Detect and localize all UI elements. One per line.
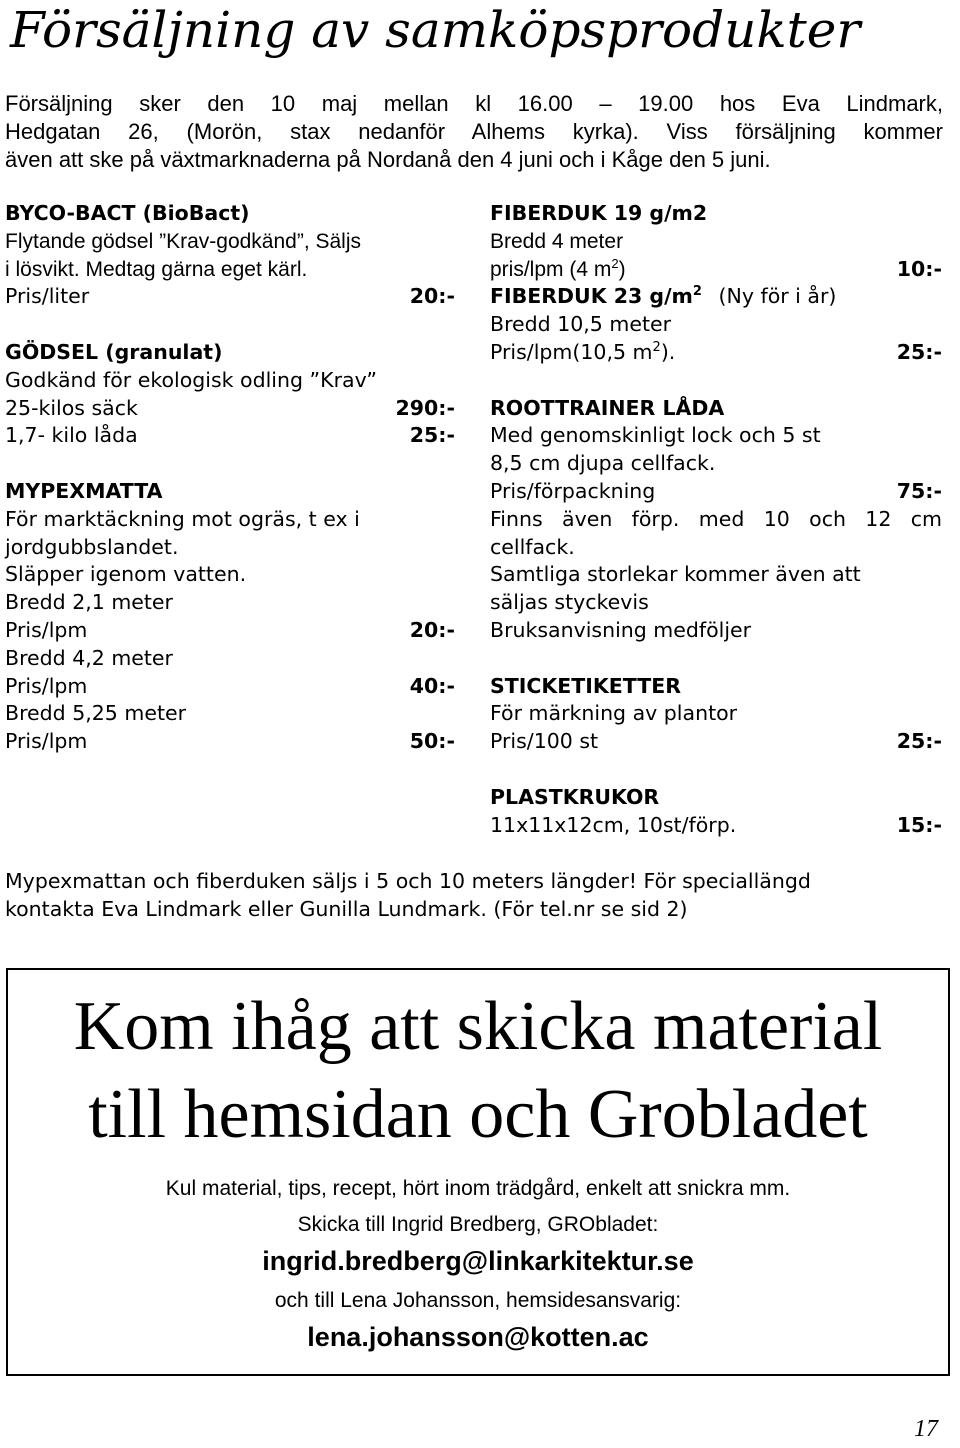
email-link[interactable]: ingrid.bredberg@linkarkitektur.se bbox=[262, 1246, 694, 1276]
mypex-price-row bbox=[5, 673, 455, 701]
fiber23-width: Bredd 10,5 meter bbox=[490, 312, 672, 337]
page-number: 17 bbox=[914, 1416, 938, 1442]
sticketiketter-desc: För märkning av plantor bbox=[490, 701, 738, 726]
email-link[interactable]: lena.johansson@kotten.ac bbox=[307, 1322, 649, 1352]
mypex-price-row bbox=[5, 728, 455, 756]
intro-line: Försäljning sker den 10 maj mellan kl 16.00 – 19.00 hos Eva Lindmark, bbox=[5, 91, 943, 116]
price-value: 15:- bbox=[896, 812, 942, 837]
price-value: 290:- bbox=[395, 395, 455, 420]
price-label: 25-kilos säck bbox=[5, 395, 138, 420]
footnote bbox=[5, 867, 945, 923]
fiber19-width: Bredd 4 meter bbox=[490, 229, 624, 253]
godsel-price-row bbox=[5, 395, 455, 423]
intro-line: Hedgatan 26, (Morön, stax nedanför Alhems kyrka). Viss försäljning kommer bbox=[5, 119, 943, 144]
plastkrukor-heading: PLASTKRUKOR bbox=[490, 784, 660, 809]
mypex-heading: MYPEXMATTA bbox=[5, 478, 163, 503]
price-label: Pris/lpm bbox=[5, 729, 88, 754]
roottrainer-extra: Finns även förp. med 10 och 12 cm bbox=[490, 506, 942, 531]
roottrainer-desc: Med genomskinligt lock och 5 st bbox=[490, 423, 821, 448]
reminder-headline: till hemsidan och Grobladet bbox=[88, 1076, 868, 1153]
mypex-desc: För marktäckning mot ogräs, t ex i bbox=[5, 506, 360, 531]
price-label: Pris/lpm bbox=[5, 617, 88, 642]
price-label: Pris/100 st bbox=[490, 729, 599, 754]
mypex-width: Bredd 4,2 meter bbox=[5, 645, 173, 670]
godsel-heading: GÖDSEL (granulat) bbox=[5, 339, 223, 364]
fiber23-heading-row: FIBERDUK 23 $g/m^2$ (Ny för i år) bbox=[490, 284, 837, 309]
mypex-width: Bredd 2,1 meter bbox=[5, 590, 173, 615]
sticketiketter-price-row bbox=[490, 728, 942, 756]
intro-paragraph bbox=[5, 90, 943, 174]
price-label: pris/lpm (4 $m^2$) bbox=[490, 255, 626, 281]
price-label: 11x11x12cm, 10st/förp. bbox=[490, 812, 737, 837]
roottrainer-extra: cellfack. bbox=[490, 534, 575, 559]
roottrainer-extra: säljas styckevis bbox=[490, 590, 649, 615]
page-title: Försäljning av samköpsprodukter bbox=[10, 1, 861, 59]
reminder-box bbox=[6, 968, 950, 1376]
price-label: Pris/liter bbox=[5, 284, 90, 309]
plastkrukor-price-row bbox=[490, 812, 942, 840]
price-label: Pris/lpm bbox=[5, 673, 88, 698]
fiber19-price-row bbox=[490, 256, 942, 284]
reminder-text: Kul material, tips, recept, hört inom trädgård, enkelt att snickra mm. bbox=[165, 1177, 791, 1200]
price-value: 25:- bbox=[896, 339, 942, 364]
price-value: 50:- bbox=[409, 729, 455, 754]
godsel-price-row bbox=[5, 422, 455, 450]
price-value: 25:- bbox=[896, 729, 942, 754]
fiber23-price-row bbox=[490, 339, 942, 367]
mypex-desc: Släpper igenom vatten. bbox=[5, 562, 247, 587]
roottrainer-extra: Bruksanvisning medföljer bbox=[490, 617, 752, 642]
roottrainer-extra: Samtliga storlekar kommer även att bbox=[490, 562, 861, 587]
mypex-width: Bredd 5,25 meter bbox=[5, 701, 187, 726]
price-value: 40:- bbox=[409, 673, 455, 698]
roottrainer-heading: ROOTTRAINER LÅDA bbox=[490, 395, 725, 420]
price-value: 10:- bbox=[896, 256, 942, 281]
price-label: Pris/förpackning bbox=[490, 478, 656, 503]
left-column bbox=[5, 200, 455, 756]
price-label: 1,7- kilo låda bbox=[5, 423, 138, 448]
right-column bbox=[490, 200, 942, 839]
byco-desc: i lösvikt. Medtag gärna eget kärl. bbox=[5, 257, 308, 281]
price-value: 25:- bbox=[409, 423, 455, 448]
price-label: Pris/lpm(10,5 $m^2$). bbox=[490, 339, 676, 364]
byco-price-row bbox=[5, 283, 455, 311]
godsel-desc: Godkänd för ekologisk odling ”Krav” bbox=[5, 367, 377, 392]
fiber19-heading: FIBERDUK 19 g/m2 bbox=[490, 201, 708, 225]
intro-line: även att ske på växtmarknaderna på Nordanå den 4 juni och i Kåge den 5 juni. bbox=[5, 147, 771, 172]
footnote-line: kontakta Eva Lindmark eller Gunilla Lundmark. (För tel.nr se sid 2) bbox=[5, 897, 688, 921]
byco-heading: BYCO-BACT (BioBact) bbox=[5, 201, 250, 225]
price-value: 20:- bbox=[409, 284, 455, 309]
roottrainer-price-row bbox=[490, 478, 942, 506]
reminder-text: Skicka till Ingrid Bredberg, GRObladet: bbox=[297, 1213, 659, 1236]
byco-desc: Flytande gödsel ”Krav-godkänd”, Säljs bbox=[5, 229, 362, 253]
roottrainer-desc: 8,5 cm djupa cellfack. bbox=[490, 451, 716, 476]
mypex-desc: jordgubbslandet. bbox=[5, 534, 179, 559]
footnote-line: Mypexmattan och fiberduken säljs i 5 och 10 meters längder! För speciallängd bbox=[5, 869, 811, 893]
reminder-headline: Kom ihåg att skicka material bbox=[73, 988, 883, 1065]
mypex-price-row bbox=[5, 617, 455, 645]
reminder-text: och till Lena Johansson, hemsidesansvarig: bbox=[274, 1289, 682, 1312]
price-value: 75:- bbox=[896, 478, 942, 503]
price-value: 20:- bbox=[409, 617, 455, 642]
sticketiketter-heading: STICKETIKETTER bbox=[490, 673, 682, 698]
